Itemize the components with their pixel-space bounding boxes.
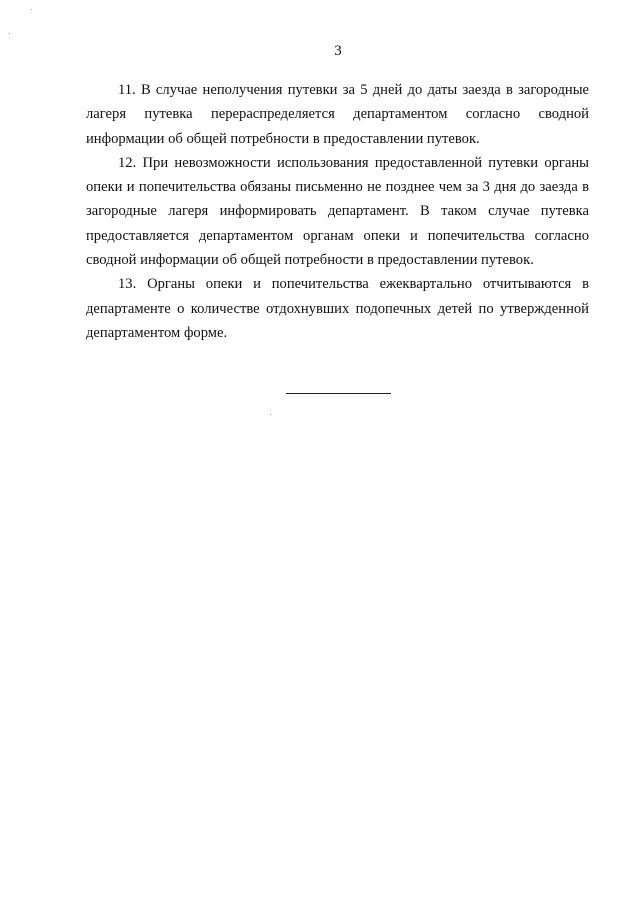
page-number: 3 [334,43,342,59]
document-body [86,78,589,345]
paragraph-13: 13. Органы опеки и попечительства ежеквартально отчитываются в департаменте о количестве отдохнувших подопечных детей по утвержденной департаментом форме. [86,276,589,341]
scan-speck [9,33,10,34]
scan-speck [270,414,271,415]
end-of-document-rule [286,393,391,394]
scan-speck [31,9,32,10]
paragraph-12: 12. При невозможности использования предоставленной путевки органы опеки и попечительства обязаны письменно не позднее чем за 3 дня до заезда в загородные лагеря информировать департамент. В таком случае путевка предоставляется департаментом органам опеки и попечительства согласно сводной информации об общей потребности в предоставлении путевок. [86,154,589,269]
paragraph-11: 11. В случае неполучения путевки за 5 дней до даты заезда в загородные лагеря путевка перераспределяется департаментом согласно сводной информации об общей потребности в предоставлении путевок. [86,82,589,147]
